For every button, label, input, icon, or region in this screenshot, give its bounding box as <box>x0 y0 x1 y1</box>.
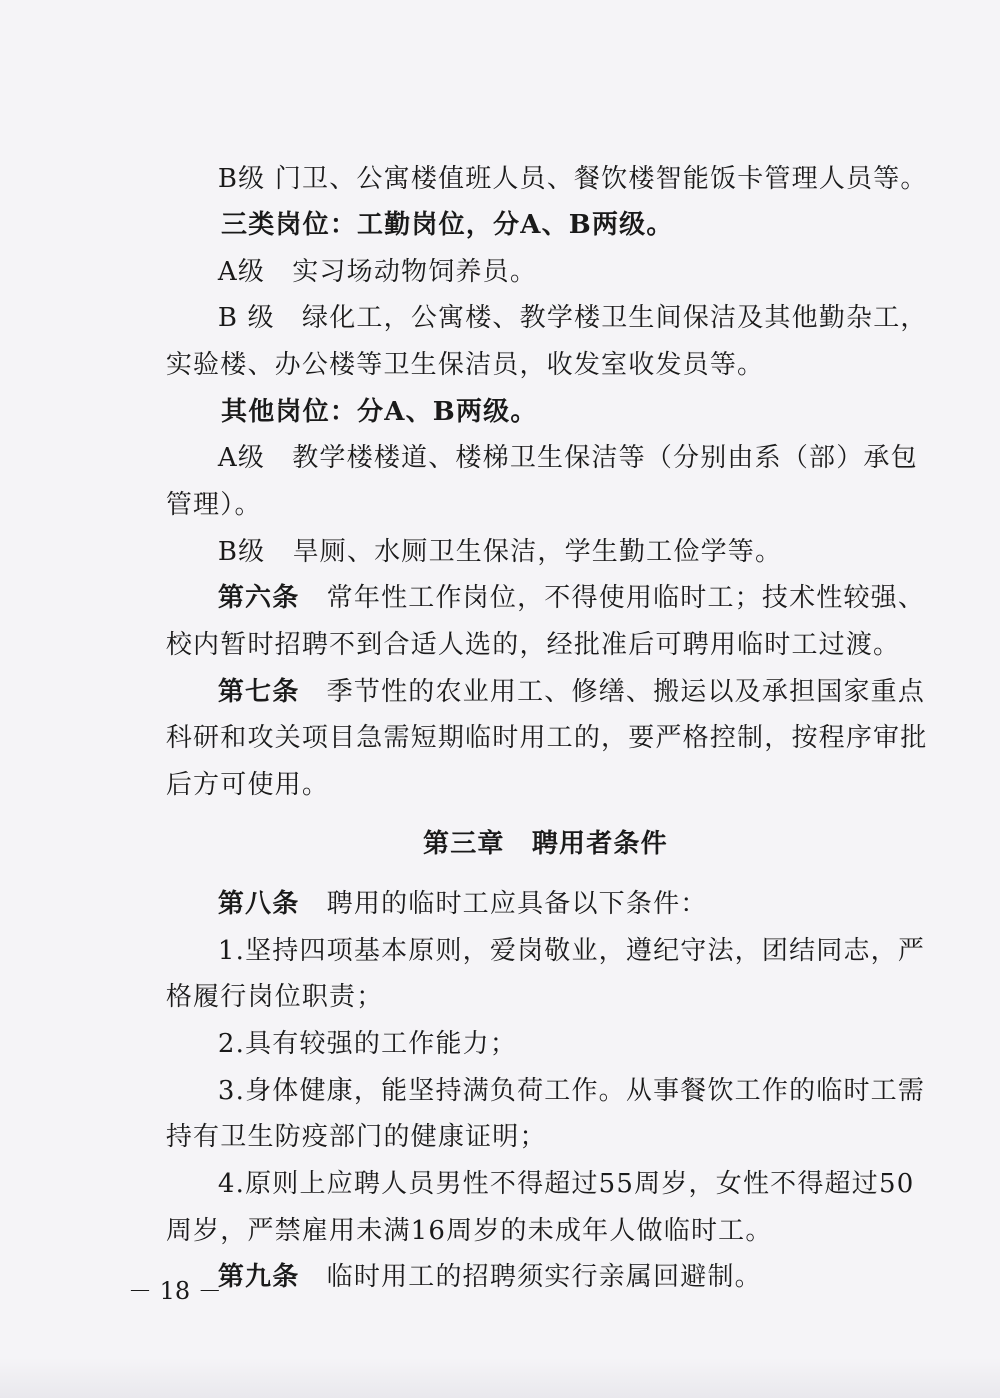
line-text: 3.身体健康，能坚持满负荷工作。从事餐饮工作的临时工需 <box>217 1076 926 1106</box>
line-text: A级 教学楼楼道、楼梯卫生保洁等（分别由系（部）承包 <box>217 443 918 473</box>
line-text: 三类岗位：工勤岗位，分A、B两级。 <box>221 210 674 240</box>
line-text: 第三章 聘用者条件 <box>423 829 668 859</box>
article-nine <box>180 1226 762 1328</box>
line-text: 实验楼、办公楼等卫生保洁员，收发室收发员等。 <box>165 350 765 380</box>
article-label: 第九条 <box>217 1262 300 1292</box>
line-text: B级 门卫、公寓楼值班人员、餐饮楼智能饭卡管理人员等。 <box>217 164 928 194</box>
page-number: － 18 － <box>128 1277 222 1305</box>
text-line-a-level-corridor <box>180 407 918 509</box>
line-text: 1.坚持四项基本原则，爱岗敬业，遵纪守法，团结同志，严 <box>217 936 926 966</box>
line-text: 4.原则上应聘人员男性不得超过55周岁，女性不得超过50 <box>217 1169 915 1199</box>
article-label: 第八条 <box>217 889 300 919</box>
article-label: 第七条 <box>217 677 300 707</box>
line-text: 常年性工作岗位，不得使用临时工；技术性较强、 <box>299 583 926 613</box>
line-text: 科研和攻关项目急需短期临时用工的，要严格控制，按程序审批 <box>165 723 928 753</box>
line-text: 管理）。 <box>165 490 262 520</box>
line-text: 周岁，严禁雇用未满16周岁的未成年人做临时工。 <box>165 1216 773 1246</box>
line-text: B级 旱厕、水厕卫生保洁，学生勤工俭学等。 <box>217 537 783 567</box>
line-text: B 级 绿化工，公寓楼、教学楼卫生间保洁及其他勤杂工， <box>217 303 928 333</box>
line-text: 持有卫生防疫部门的健康证明； <box>165 1122 547 1152</box>
line-text: 临时用工的招聘须实行亲属回避制。 <box>299 1262 762 1292</box>
line-text: 校内暂时招聘不到合适人选的，经批准后可聘用临时工过渡。 <box>165 630 901 660</box>
text-line-may-use <box>128 734 329 836</box>
line-text: 格履行岗位职责； <box>165 982 384 1012</box>
line-text: 其他岗位：分A、B两级。 <box>221 397 538 427</box>
line-text: A级 实习场动物饲养员。 <box>217 257 538 287</box>
line-text: 聘用的临时工应具备以下条件： <box>299 889 708 919</box>
line-text: 后方可使用。 <box>165 770 330 800</box>
line-text: 2.具有较强的工作能力； <box>217 1029 518 1059</box>
line-text: 季节性的农业用工、修缮、搬运以及承担国家重点 <box>299 677 926 707</box>
article-label: 第六条 <box>217 583 300 613</box>
scan-shadow <box>0 1358 1000 1398</box>
